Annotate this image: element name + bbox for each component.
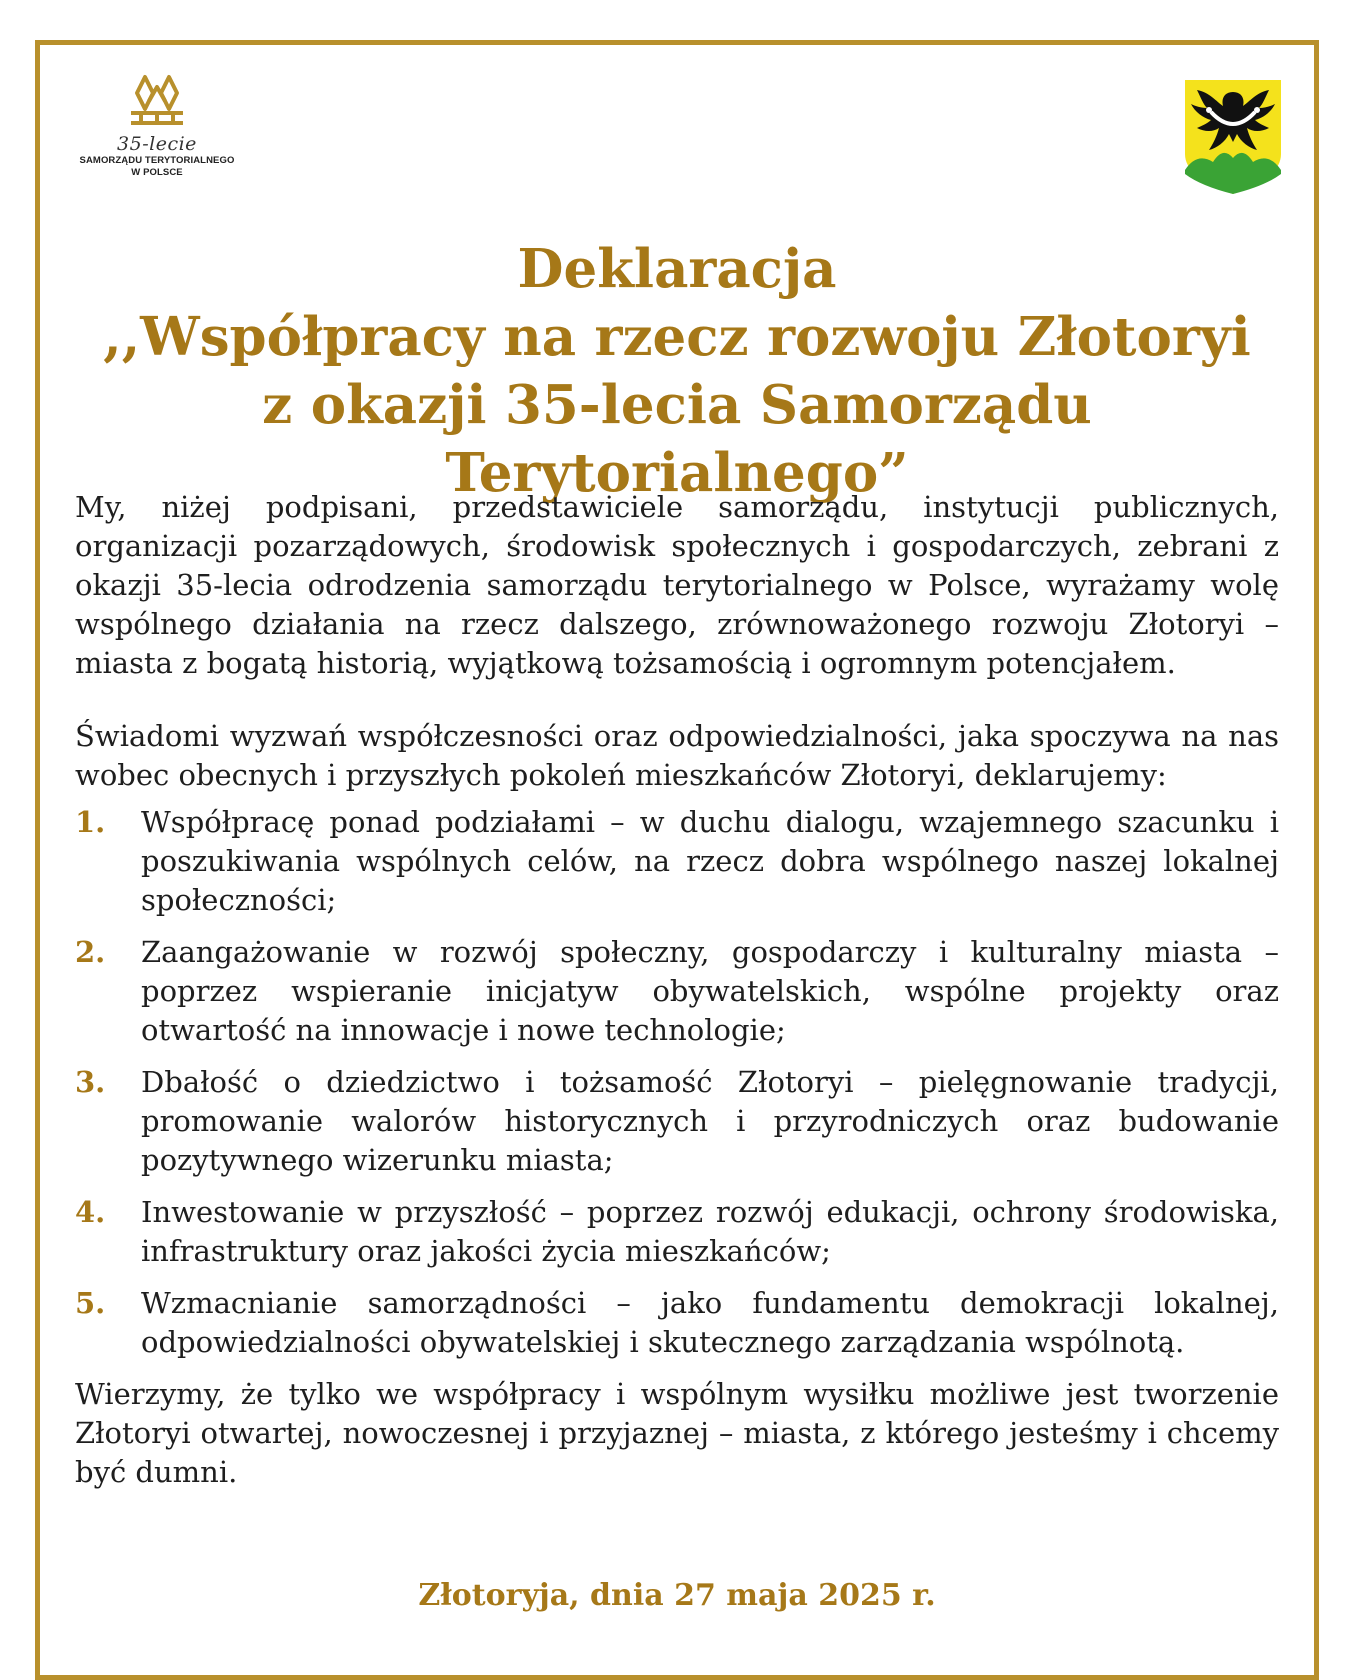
title-line2: ,,Współpracy na rzecz rozwoju Złotoryi — [103, 306, 1251, 368]
list-item-number: 3. — [75, 1065, 106, 1099]
list-item — [75, 1284, 1279, 1362]
declaration-body — [75, 488, 1279, 1492]
intro-paragraph: My, niżej podpisani, przedstawiciele samorządu, instytucji publicznych, organizacji pozarządowych, środowisk społecznych i gospodarczych, zebrani z okazji 35-lecia odrodzenia samorządu terytorialnego w Polsce, wyrażamy wolę wspólnego działania na rzecz dalszego, zrównoważonego rozwoju Złotoryi – miasta z bogatą historią, wyjątkową tożsamością i ogromnym potencjałem. — [75, 490, 1279, 680]
declaration-title — [60, 235, 1294, 507]
coat-of-arms-icon — [1183, 78, 1283, 196]
place-and-date: Złotoryja, dnia 27 maja 2025 r. — [418, 1578, 936, 1613]
lead-paragraph: Świadomi wyzwań współczesności oraz odpowiedzialności, jaka spoczywa na nas wobec obecnych i przyszłych pokoleń mieszkańców Złotoryi, deklarujemy: — [75, 719, 1279, 792]
list-item-number: 2. — [75, 935, 106, 969]
list-item-text: Współpracę ponad podziałami – w duchu dialogu, wzajemnego szacunku i poszukiwania wspólnych celów, na rzecz dobra wspólnego naszej lokalnej społeczności; — [141, 805, 1279, 917]
list-item-text: Zaangażowanie w rozwój społeczny, gospodarczy i kulturalny miasta – poprzez wspieranie inicjatyw obywatelskich, wspólne projekty oraz otwartość na innowacje i nowe technologie; — [141, 935, 1279, 1047]
list-item-number: 5. — [75, 1286, 106, 1320]
title-line3: z okazji 35-lecia Samorządu Terytorialnego” — [262, 374, 1092, 504]
closing-paragraph: Wierzymy, że tylko we współpracy i wspólnym wysiłku możliwe jest tworzenie Złotoryi otwartej, nowoczesnej i przyjaznej – miasta, z którego jesteśmy i chcemy być dumni. — [75, 1377, 1279, 1489]
list-item — [75, 1063, 1279, 1180]
list-item-number: 1. — [75, 805, 106, 839]
logo-caption-line1: SAMORZĄDU TERYTORIALNEGO — [79, 155, 235, 166]
list-item-number: 4. — [75, 1195, 106, 1229]
title-line1: Deklaracja — [517, 238, 837, 300]
list-item — [75, 933, 1279, 1050]
anniversary-years: 35-lecie — [117, 133, 197, 155]
logo-caption-line2: W POLSCE — [131, 167, 183, 178]
anniversary-emblem-icon — [127, 73, 187, 131]
list-item — [75, 803, 1279, 920]
list-item — [75, 1193, 1279, 1271]
list-item-text: Inwestowanie w przyszłość – poprzez rozwój edukacji, ochrony środowiska, infrastruktury oraz jakości życia mieszkańców; — [141, 1195, 1279, 1268]
list-item-text: Wzmacnianie samorządności – jako fundamentu demokracji lokalnej, odpowiedzialności obywatelskiej i skutecznego zarządzania wspólnotą. — [141, 1286, 1279, 1359]
list-item-text: Dbałość o dziedzictwo i tożsamość Złotoryi – pielęgnowanie tradycji, promowanie walorów historycznych i przyrodniczych oraz budowanie pozytywnego wizerunku miasta; — [141, 1065, 1279, 1177]
declaration-list — [75, 803, 1279, 1362]
anniversary-logo — [72, 73, 242, 179]
